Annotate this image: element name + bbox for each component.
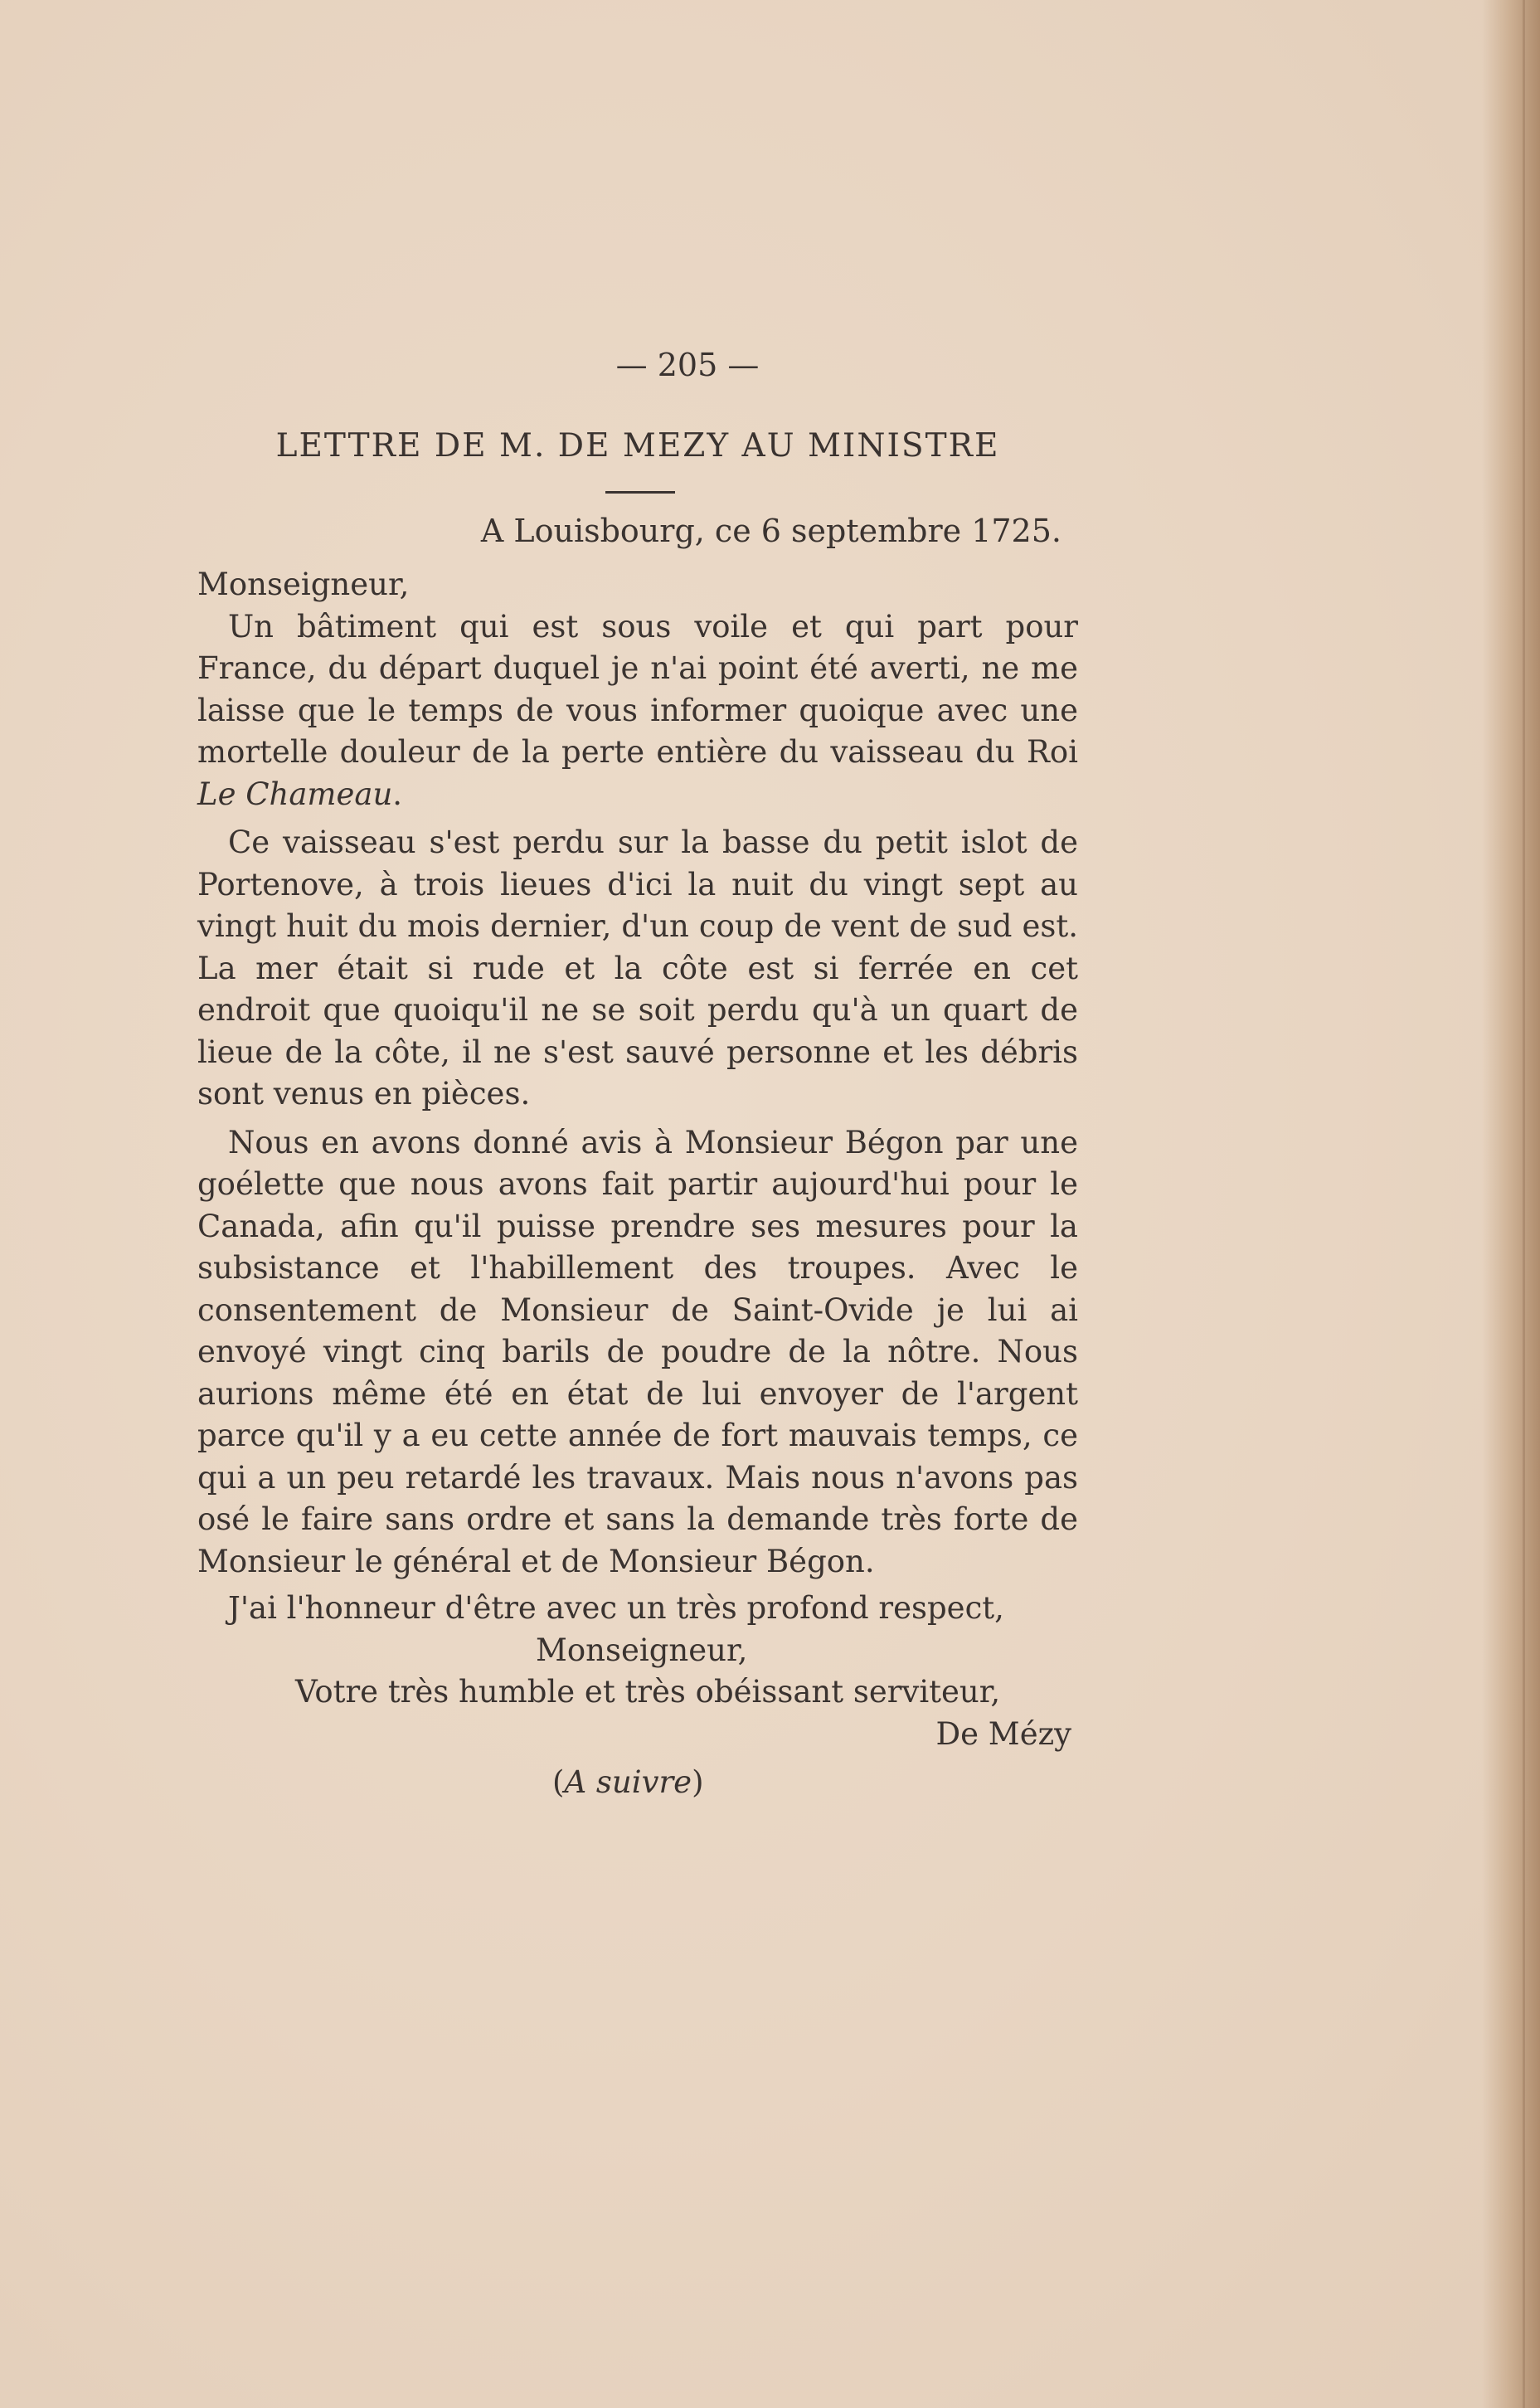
letter-heading: LETTRE DE M. DE MEZY AU MINISTRE bbox=[275, 427, 1000, 465]
paragraph-3: Nous en avons donné avis à Monsieur Bégon par une goélette que nous avons fait partir aujourd'hui pour le Canada, afin qu'il puisse prendre ses mesures pour la subsistance et l'habillement des troupes. Avec le consentement de Monsieur de Saint-Ovide je lui ai envoyé vingt cinq barils de poudre de la nôtre. Nous aurions même été en état de lui envoyer de l'argent parce qu'il y a eu cette année de fort mauvais temps, ce qui a un peu retardé les travaux. Mais nous n'avons pas osé le faire sans ordre et sans la demande très forte de Monsieur le général et de Monsieur Bégon. bbox=[197, 1124, 1078, 1579]
page-edge-shadow bbox=[1482, 0, 1540, 2408]
page-edge-line bbox=[1523, 0, 1525, 2408]
continuation-note bbox=[197, 1762, 1078, 1804]
closing-line-1: J'ai l'honneur d'être avec un très profond respect, bbox=[228, 1590, 1004, 1626]
heading-rule bbox=[605, 491, 675, 494]
closing-line-3: Votre très humble et très obéissant serviteur, bbox=[295, 1674, 1001, 1710]
ship-name: Le Chameau bbox=[197, 776, 393, 812]
paragraph-1-text: Un bâtiment qui est sous voile et qui part pour France, du départ duquel je n'ai point été averti, ne me laisse que le temps de vous informer quoique avec une mortelle douleur de la perte entière du vaisseau du Roi bbox=[197, 608, 1078, 770]
signature: De Mézy bbox=[935, 1715, 1071, 1752]
continuation-close: ) bbox=[692, 1764, 704, 1800]
place-date-line: A Louisbourg, ce 6 septembre 1725. bbox=[480, 513, 1061, 549]
letter-body bbox=[197, 564, 1078, 1804]
closing-line-2: Monseigneur, bbox=[536, 1632, 748, 1668]
paragraph-2: Ce vaisseau s'est perdu sur la basse du petit islot de Portenove, à trois lieues d'ici la nuit du vingt sept au vingt huit du mois dernier, d'un coup de vent de sud est. La mer était si rude et la côte est si ferrée en cet endroit que quoiqu'il ne se soit perdu qu'à un quart de lieue de la côte, il ne s'est sauvé personne et les débris sont venus en pièces. bbox=[197, 825, 1078, 1112]
salutation: Monseigneur, bbox=[197, 567, 410, 602]
continuation-text: A suivre bbox=[564, 1764, 692, 1800]
continuation-open: ( bbox=[552, 1764, 565, 1800]
paragraph-1 bbox=[197, 606, 1078, 816]
paragraph-1-end: . bbox=[392, 776, 403, 812]
page-number: — 205 — bbox=[615, 347, 760, 383]
